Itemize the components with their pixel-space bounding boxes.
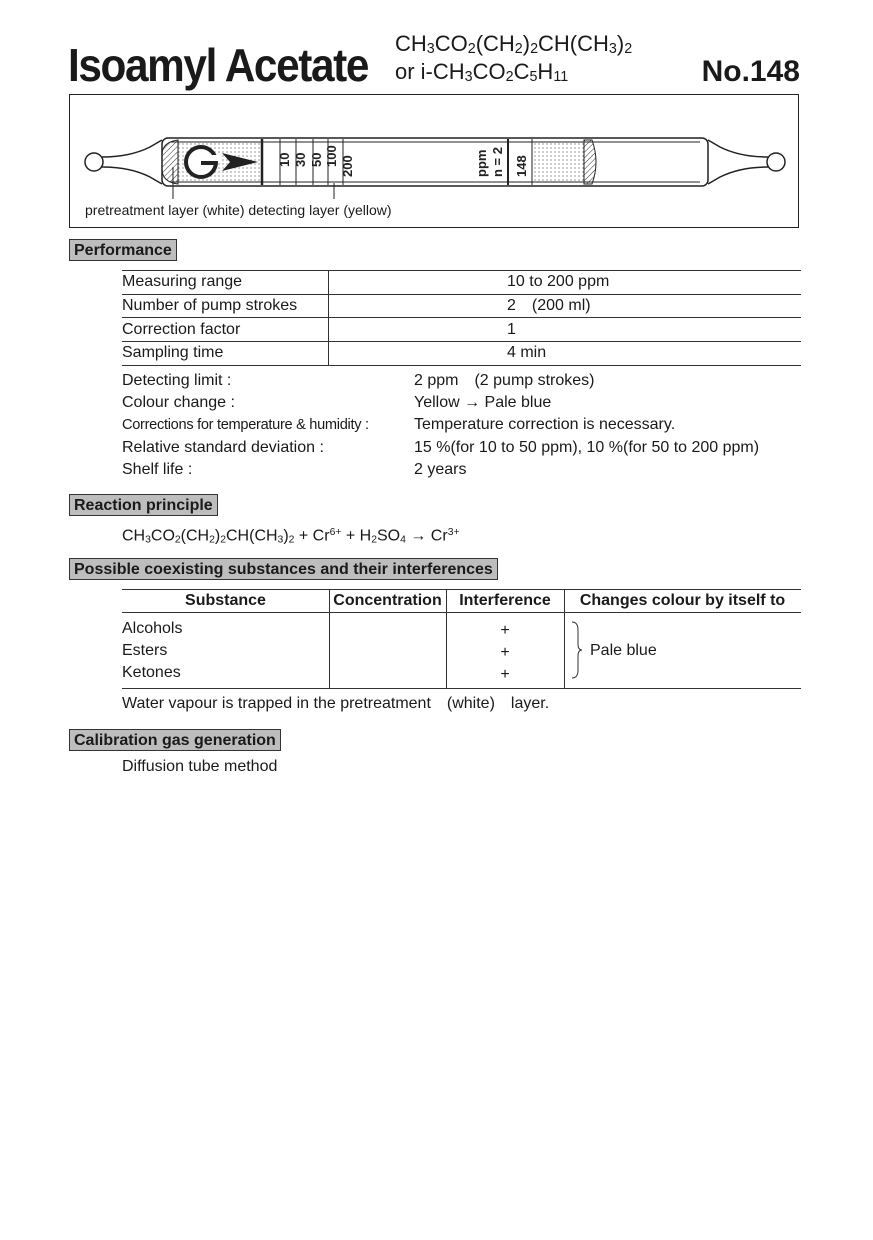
scale-mark-30: 30: [293, 152, 308, 167]
perf-label: Measuring range: [122, 273, 243, 290]
detail-value: 2 years: [414, 461, 467, 478]
interference-mark: +: [500, 666, 510, 683]
calibration-heading: Calibration gas generation: [69, 729, 281, 751]
perf-value: 10 to 200 ppm: [507, 273, 610, 290]
perf-value: 1: [507, 321, 516, 338]
detail-label: Colour change :: [122, 394, 235, 411]
detail-label: Relative standard deviation :: [122, 439, 324, 456]
detail-value: Temperature correction is necessary.: [414, 416, 676, 433]
stroke-count-label: n = 2: [490, 147, 505, 177]
brace-icon: [568, 620, 584, 680]
col-interference: Interference: [459, 592, 551, 609]
scale-mark-10: 10: [277, 152, 292, 167]
perf-value: 4 min: [507, 344, 547, 361]
calibration-method: Diffusion tube method: [122, 758, 278, 775]
chemical-formula: $CH_3CO_2(CH_2)_2CH(CH_3)_2$: [395, 31, 633, 58]
col-substance: Substance: [185, 592, 266, 609]
substance-name: Esters: [122, 642, 168, 659]
page-title: Isoamyl Acetate: [68, 39, 368, 91]
tube-number-label: 148: [514, 155, 529, 177]
substance-name: Alcohols: [122, 620, 183, 637]
detail-value: 2 ppm (2 pump strokes): [414, 372, 595, 389]
detail-value: Yellow → Pale blue: [414, 394, 552, 411]
reaction-equation: $CH_3CO_2(CH_2)_2CH(CH_3)_2 + Cr^{6+} + H_2SO_4 \to Cr^{3+}$: [122, 527, 460, 546]
detail-label: Shelf life :: [122, 461, 193, 478]
chemical-formula-alt: or $i-CH_3CO_2C_5H_{11}$: [395, 59, 569, 86]
reaction-heading: Reaction principle: [69, 494, 218, 516]
col-colour-change: Changes colour by itself to: [579, 592, 786, 609]
unit-label: ppm: [474, 149, 489, 177]
perf-label: Number of pump strokes: [122, 297, 298, 314]
interferences-heading: Possible coexisting substances and their interferences: [69, 558, 498, 580]
detector-tube-diagram: [69, 94, 799, 228]
interference-note: Water vapour is trapped in the pretreatment (white) layer.: [122, 695, 550, 712]
colour-change-value: Pale blue: [590, 642, 657, 659]
perf-label: Sampling time: [122, 344, 224, 361]
detail-label: Detecting limit :: [122, 372, 232, 389]
perf-value: 2 (200 ml): [507, 297, 591, 314]
scale-mark-50: 50: [309, 152, 324, 167]
interference-mark: +: [500, 644, 510, 661]
interference-mark: +: [500, 622, 510, 639]
detail-label: Corrections for temperature & humidity :: [122, 417, 369, 433]
perf-label: Correction factor: [122, 321, 241, 338]
document-number: No.148: [701, 55, 800, 88]
performance-heading: Performance: [69, 239, 177, 261]
scale-mark-200: 200: [340, 155, 355, 177]
detail-value: 15 %(for 10 to 50 ppm), 10 %(for 50 to 200 ppm): [414, 439, 760, 456]
col-concentration: Concentration: [333, 592, 442, 609]
scale-mark-100: 100: [324, 145, 339, 167]
substance-name: Ketones: [122, 664, 181, 681]
tube-caption: pretreatment layer (white) detecting layer (yellow): [85, 202, 392, 218]
